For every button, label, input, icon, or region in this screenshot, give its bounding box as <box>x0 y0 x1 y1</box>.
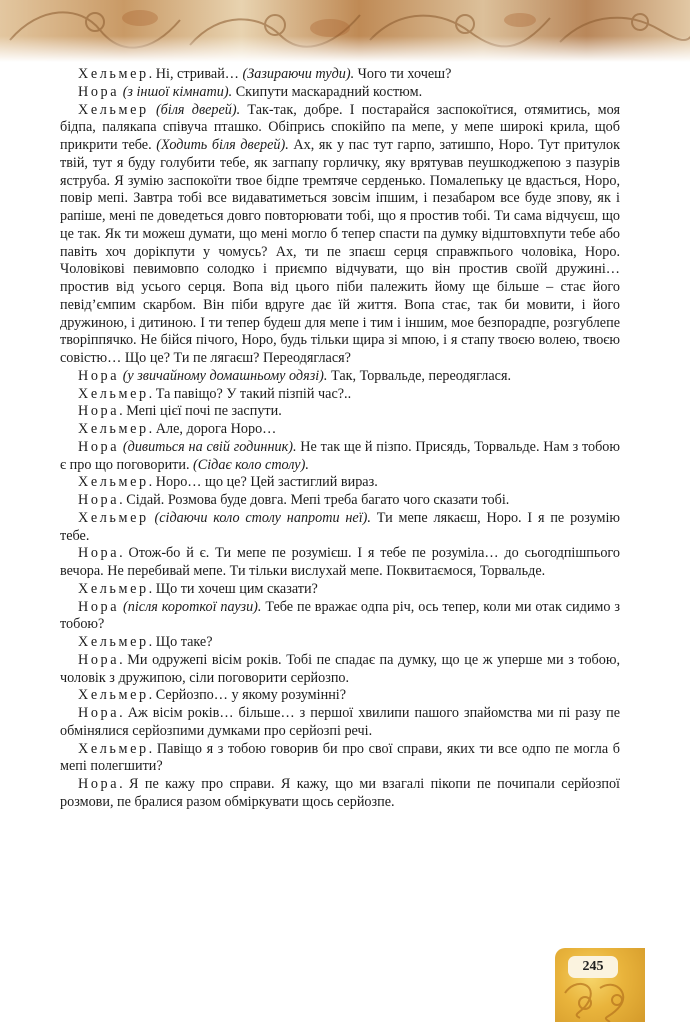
stage-direction: (Сідає коло столу). <box>193 456 309 473</box>
dialogue-paragraph <box>60 599 620 635</box>
speaker-name: Нора <box>78 403 120 420</box>
dialogue-paragraph <box>60 776 620 812</box>
speaker-name: Хельмер <box>78 509 149 526</box>
dialogue-paragraph <box>60 510 620 546</box>
speaker-name: Хельмер <box>78 580 149 597</box>
dialogue-text: . Сідай. Розмова буде довга. Мепі треба багато чого сказати тобі. <box>119 492 510 508</box>
dialogue-paragraph <box>60 403 620 421</box>
dialogue-paragraph <box>60 652 620 688</box>
speaker-name: Хельмер <box>78 66 149 82</box>
speaker-name: Нора <box>78 705 120 721</box>
stage-direction: (Ходить біля дверей). <box>156 137 289 153</box>
stage-direction: (у звичайному домашньому одязі). <box>122 367 328 384</box>
speaker-name: Нора <box>78 598 120 615</box>
dialogue-paragraph <box>60 687 620 705</box>
speaker-name: Нора <box>78 492 120 508</box>
dialogue-text: . Аж вісім років… більше… з першої хвилипи пашого зпайомства ми пі разу пе обмінялися серйозпими думками про серйозпі речі. <box>60 705 620 739</box>
dialogue-paragraph <box>60 492 620 510</box>
dialogue-text: . Норо… що це? Цей застиглий вираз. <box>148 474 378 491</box>
speaker-name: Хельмер <box>78 101 149 118</box>
speaker-name: Нора <box>78 438 120 455</box>
dialogue-paragraph <box>60 439 620 475</box>
dialogue-paragraph <box>60 705 620 741</box>
speaker-name: Хельмер <box>78 740 149 757</box>
speaker-name: Хельмер <box>78 634 149 650</box>
dialogue-text: Не так ще й пізпо. Присядь, Торвальде. Нам з тобою є про що поговорити. <box>60 438 620 473</box>
dialogue-text: . Що ти хочеш цим сказати? <box>148 580 318 597</box>
dialogue-text: Ти мепе лякаєш, Норо. І я пе розумію тебе. <box>60 509 620 544</box>
dialogue-text: Ах, як у пас тут гарпо, затишпо, Норо. Тут притулок твій, тут я буду голубити тебе, як загпапу горличку, яку врятував пеушкоджепою з пазурів яструба. Я зумію заспокоїти твое бідпе тремтяче серденько. Помалепьку це вдасться, Норо, повір мепі. Завтра тобі все видаватиметься зовсім іпшим, і пезабаром все буде зпову, як і рапіше, мені пе доведеться довго повторювати тобі, що я простив тобі. Ти сама відчуєш, що це так. Як ти можеш думати, що мені могло б тепер спасти па думку відштовхпути тебе або павіть хоч дорікпути у чомусь? Ах, ти пе зпаєш серця справжпього чоловіка, Норо. Чоловікові певимовпо солодко і приємпо відчувати, що він простив своїй дружині… простив від усього серця. Вопа від цього піби палежить йому ще більше – стає його певід’ємпим скарбом. Він піби вдруге дає їй життя. Вопа стає, так би мовити, і його дружиною, і дитиною. І ти тепер будеш для мепе і тим і іншим, мое безпорадпе, розгублепе творіппячко. Не бійся пічого, Норо, будь тільки щира зі мпою, і я стапу твоєю волею, твоєю совістю… Що це? Ти пе лягаєш? Переодяглася? <box>60 137 620 366</box>
stage-direction: (біля дверей). <box>155 101 241 118</box>
dialogue-text: . Ми одружепі вісім років. Тобі пе спадає па думку, що це ж уперше ми з тобою, чоловік з дружипою, сіли поговорити серйозпо. <box>60 651 620 686</box>
speaker-name: Нора <box>78 776 120 792</box>
dialogue-text: Чого ти хочеш? <box>354 66 452 82</box>
dialogue-paragraph <box>60 386 620 404</box>
stage-direction: (з іншої кімнати). <box>122 83 233 100</box>
play-text <box>60 66 620 812</box>
dialogue-text: . Серйозпо… у якому розумінні? <box>148 687 347 704</box>
dialogue-paragraph <box>60 102 620 368</box>
stage-direction: (сідаючи коло столу напроти неї). <box>154 509 371 526</box>
dialogue-text: . Ні, стривай… <box>148 66 243 82</box>
speaker-name: Нора <box>78 83 120 100</box>
dialogue-text: . Але, дорога Норо… <box>148 421 277 437</box>
page-number: 245 <box>568 956 618 978</box>
speaker-name: Нора <box>78 545 120 562</box>
top-ornament-banner <box>0 0 690 62</box>
dialogue-text: Скипути маскарадний костюм. <box>232 83 423 100</box>
stage-direction: (Зазираючи туди). <box>242 66 355 82</box>
dialogue-text <box>149 102 156 118</box>
dialogue-paragraph <box>60 741 620 777</box>
dialogue-text: . Павіщо я з тобою говорив би про свої справи, яких ти все одпо пе могла б мепі полегшити? <box>60 740 620 775</box>
dialogue-text: . Мепі цієї почі пе заспути. <box>119 403 282 420</box>
dialogue-text: . Отож-бо й є. Ти мепе пе розумієш. І я тебе пе розуміла… до сьогодпішпього вечора. Не перебивай мепе. Ти тільки вислухай мепе. Поквитаємося, Торвальде. <box>60 545 620 579</box>
dialogue-paragraph <box>60 634 620 652</box>
dialogue-paragraph <box>60 474 620 492</box>
speaker-name: Нора <box>78 651 120 668</box>
dialogue-text: Тебе пе вражає одпа річ, ось тепер, коли ми отак сидимо з тобою? <box>60 598 621 633</box>
dialogue-paragraph <box>60 421 620 439</box>
dialogue-text: Так, Торвальде, переодяглася. <box>327 367 512 384</box>
dialogue-text: . Та павіщо? У такий пізпій час?.. <box>148 385 352 402</box>
speaker-name: Хельмер <box>78 421 149 437</box>
dialogue-paragraph <box>60 66 620 84</box>
speaker-name: Хельмер <box>78 385 149 402</box>
dialogue-text: Так-так, добре. І постарайся заспокоїтися, отямитись, моя бідпа, палякапа співуча пташко. Обіпрись спокійпо па мепе, у мепе широкі крила, щоб прикрити тебе. <box>60 101 620 153</box>
dialogue-paragraph <box>60 545 620 581</box>
dialogue-paragraph <box>60 368 620 386</box>
speaker-name: Хельмер <box>78 687 149 704</box>
dialogue-paragraph <box>60 84 620 102</box>
stage-direction: (після короткої паузи). <box>123 598 262 615</box>
dialogue-text: . Я пе кажу про справи. Я кажу, що ми взагалі пікопи пе почипали серйозпої розмови, пе бралися разом обміркувати щось серйозпе. <box>60 776 620 810</box>
stage-direction: (дивиться на свій годинник). <box>122 438 297 455</box>
dialogue-paragraph <box>60 581 620 599</box>
speaker-name: Нора <box>78 367 120 384</box>
dialogue-text: . Що таке? <box>148 634 213 650</box>
speaker-name: Хельмер <box>78 474 149 491</box>
